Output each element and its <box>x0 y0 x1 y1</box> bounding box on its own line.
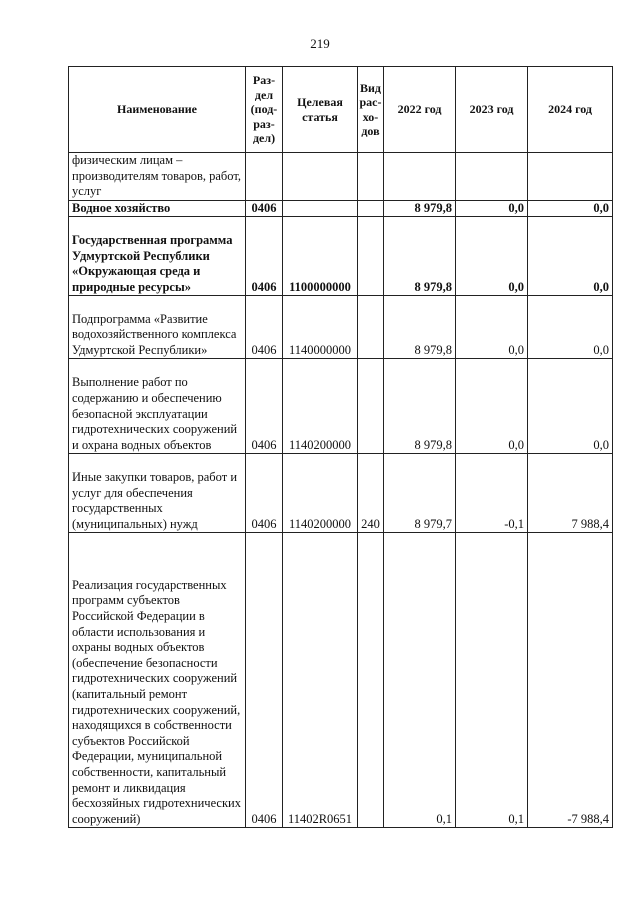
row-2023: 0,0 <box>456 359 528 454</box>
row-2022: 8 979,8 <box>384 359 456 454</box>
row-2023 <box>456 153 528 201</box>
budget-table <box>68 66 613 828</box>
table-row <box>69 454 613 533</box>
header-year-2023: 2023 год <box>456 67 528 153</box>
row-target-article <box>283 200 358 217</box>
header-expense-type: Вид рас- хо- дов <box>358 67 384 153</box>
row-2024: 7 988,4 <box>528 454 613 533</box>
row-name: Выполнение работ по содержанию и обеспечению безопасной эксплуатации гидротехнических сооружений и охрана водных объектов <box>69 359 246 454</box>
header-target-article: Целевая статья <box>283 67 358 153</box>
row-2023: 0,0 <box>456 200 528 217</box>
row-razdel: 0406 <box>246 454 283 533</box>
table-header-row <box>69 67 613 153</box>
row-name: Водное хозяйство <box>69 200 246 217</box>
row-razdel: 0406 <box>246 200 283 217</box>
row-target-article: 1140200000 <box>283 454 358 533</box>
row-expense-type <box>358 533 384 828</box>
row-2022: 8 979,8 <box>384 217 456 296</box>
row-target-article: 1140000000 <box>283 296 358 359</box>
header-razdel: Раз- дел (под- раз- дел) <box>246 67 283 153</box>
row-razdel: 0406 <box>246 533 283 828</box>
row-expense-type <box>358 359 384 454</box>
row-expense-type <box>358 296 384 359</box>
row-2023: 0,1 <box>456 533 528 828</box>
row-2022: 8 979,7 <box>384 454 456 533</box>
row-expense-type <box>358 153 384 201</box>
row-2022: 8 979,8 <box>384 200 456 217</box>
row-razdel: 0406 <box>246 359 283 454</box>
header-year-2024: 2024 год <box>528 67 613 153</box>
row-2022: 0,1 <box>384 533 456 828</box>
row-2024: 0,0 <box>528 217 613 296</box>
row-name: Государственная программа Удмуртской Республики «Окружающая среда и природные ресурсы» <box>69 217 246 296</box>
row-name: Подпрограмма «Развитие водохозяйственного комплекса Удмуртской Республики» <box>69 296 246 359</box>
table-row <box>69 200 613 217</box>
row-2023: 0,0 <box>456 217 528 296</box>
row-razdel: 0406 <box>246 296 283 359</box>
row-expense-type <box>358 200 384 217</box>
header-year-2022: 2022 год <box>384 67 456 153</box>
row-2024: 0,0 <box>528 200 613 217</box>
row-target-article: 1100000000 <box>283 217 358 296</box>
row-2024: -7 988,4 <box>528 533 613 828</box>
table-row <box>69 533 613 828</box>
row-expense-type <box>358 217 384 296</box>
row-razdel <box>246 153 283 201</box>
row-name: Иные закупки товаров, работ и услуг для обеспечения государственных (муниципальных) нужд <box>69 454 246 533</box>
row-2023: -0,1 <box>456 454 528 533</box>
table-row <box>69 359 613 454</box>
header-name: Наименование <box>69 67 246 153</box>
row-2024: 0,0 <box>528 296 613 359</box>
table-row <box>69 217 613 296</box>
row-2022 <box>384 153 456 201</box>
row-expense-type: 240 <box>358 454 384 533</box>
row-target-article: 11402R0651 <box>283 533 358 828</box>
page-number: 219 <box>310 36 330 51</box>
row-name: физическим лицам – производителям товаров, работ, услуг <box>69 153 246 201</box>
row-2023: 0,0 <box>456 296 528 359</box>
row-target-article: 1140200000 <box>283 359 358 454</box>
row-2024: 0,0 <box>528 359 613 454</box>
row-name: Реализация государственных программ субъектов Российской Федерации в области использования и охраны водных объектов (обеспечение безопасности гидротехнических сооружений (капитальный ремонт гидротехнических сооружений, находящихся в собственности субъектов Российской Федерации, муниципальной собственности, капитальный ремонт и ликвидация бесхозяйных гидротехнических сооружений) <box>69 533 246 828</box>
table-row <box>69 153 613 201</box>
row-2022: 8 979,8 <box>384 296 456 359</box>
row-target-article <box>283 153 358 201</box>
row-razdel: 0406 <box>246 217 283 296</box>
row-2024 <box>528 153 613 201</box>
table-row <box>69 296 613 359</box>
